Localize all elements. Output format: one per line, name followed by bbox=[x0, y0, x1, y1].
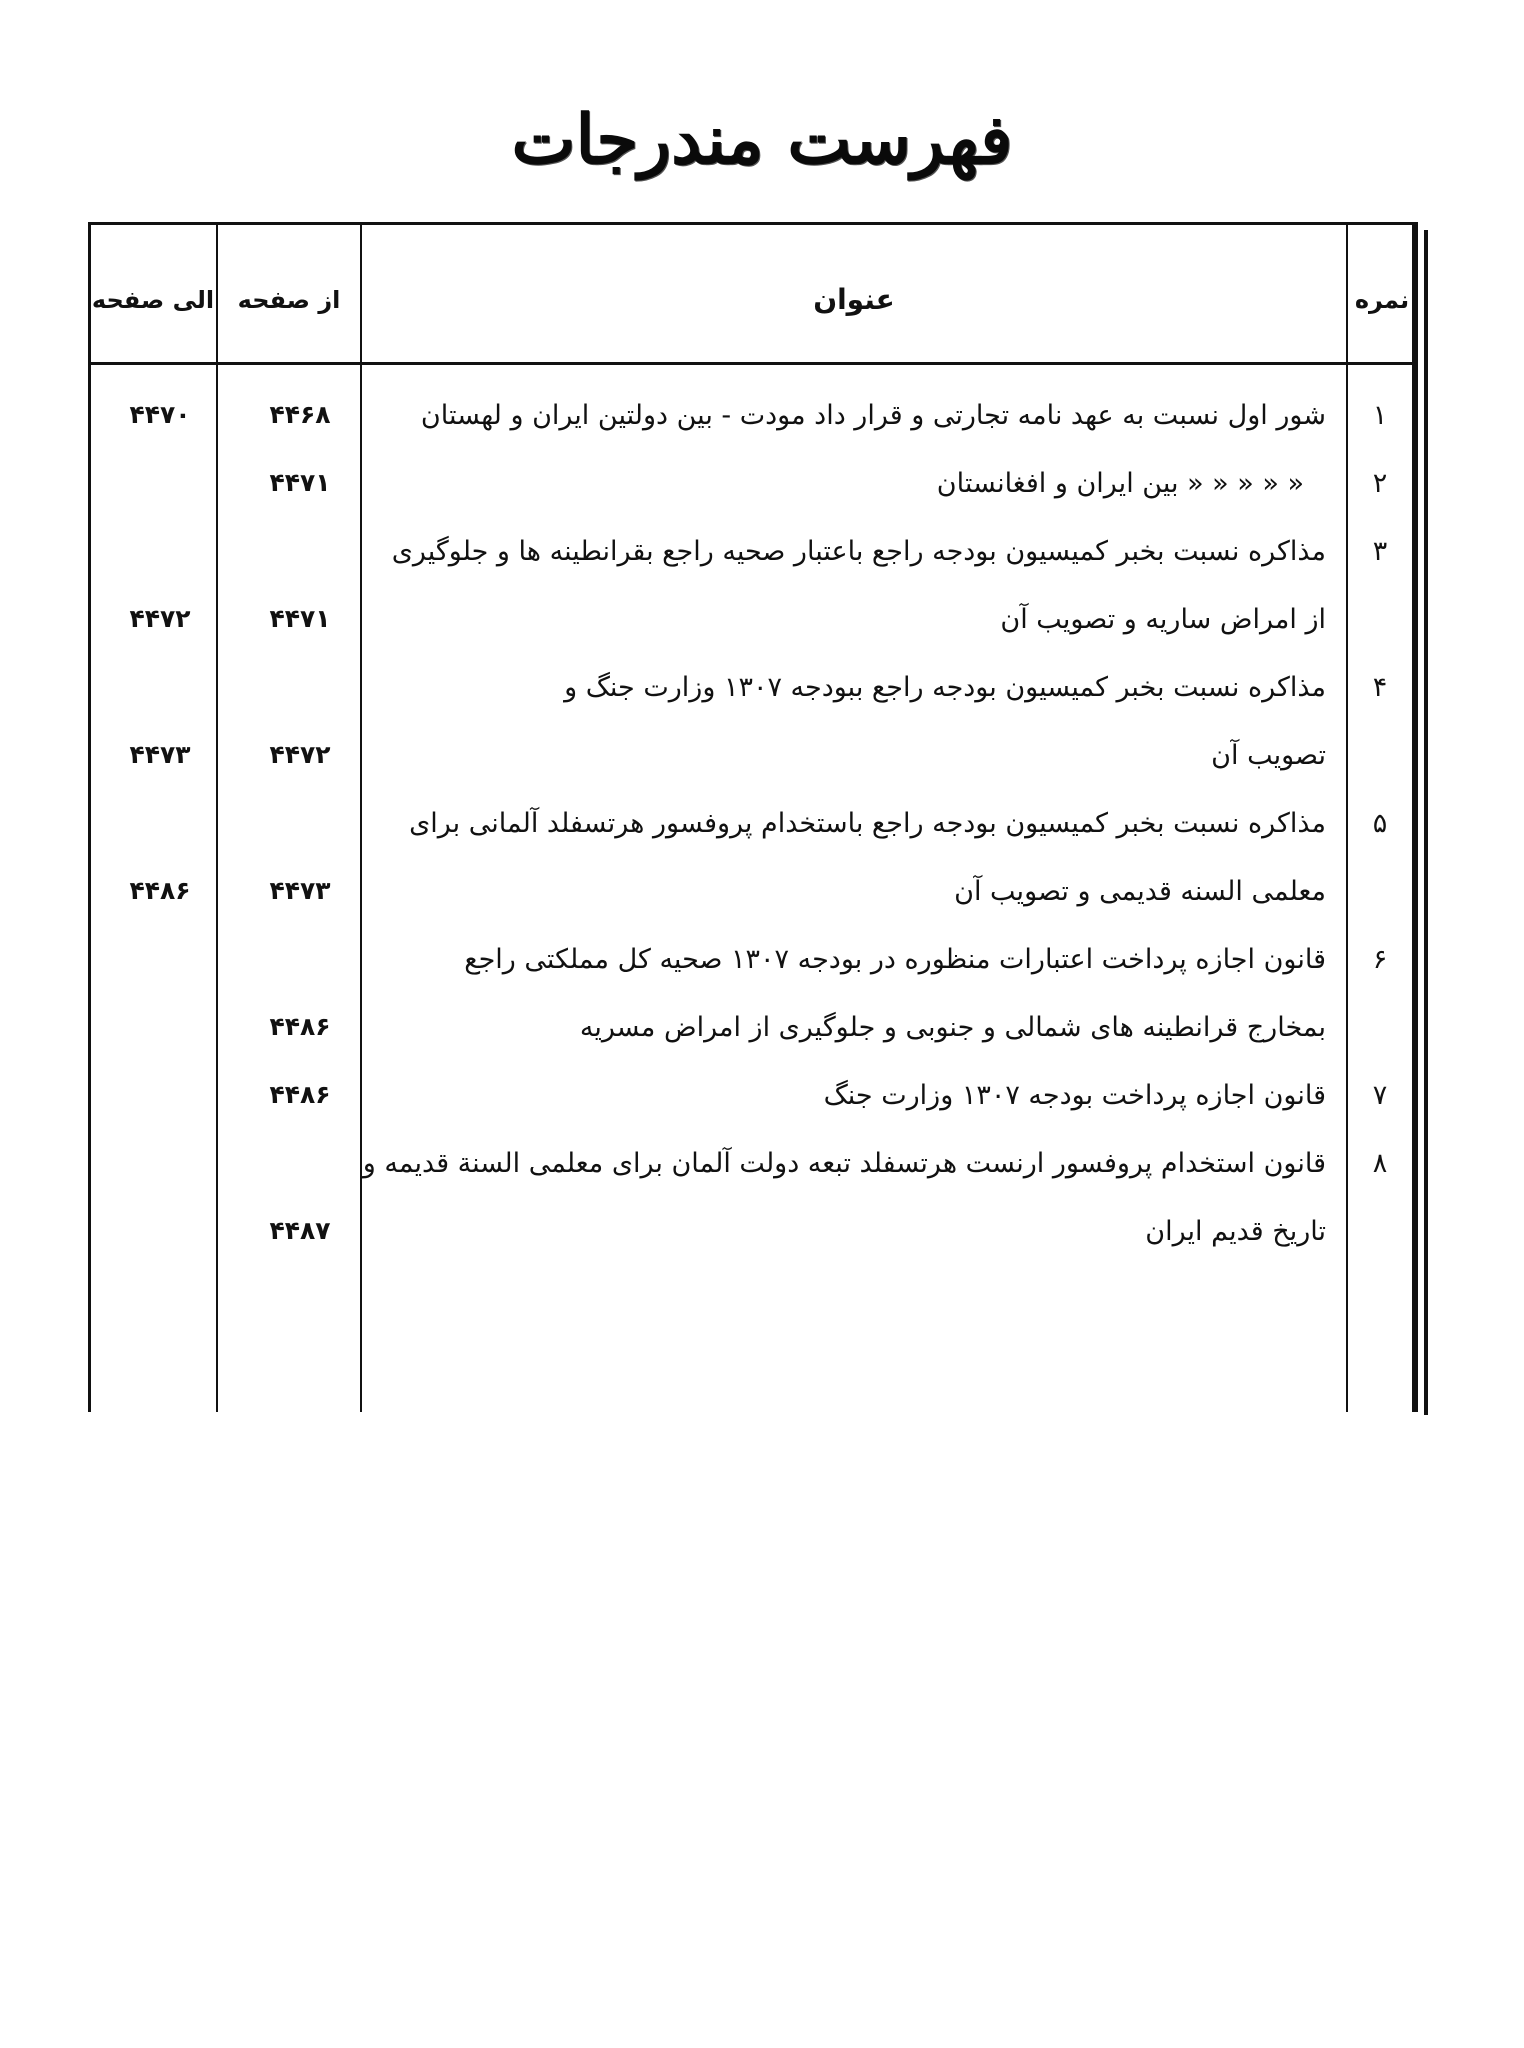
header-to-page: الی صفحه bbox=[91, 286, 215, 314]
row-title-line: تصویب آن bbox=[1211, 740, 1326, 771]
row-number: ۳ bbox=[1372, 536, 1388, 567]
from-page-value: ۴۴۸۶ bbox=[269, 1080, 331, 1109]
row-number: ۶ bbox=[1372, 944, 1388, 975]
row-number: ۴ bbox=[1372, 672, 1388, 703]
row-title-line: قانون اجازه پرداخت اعتبارات منظوره در بودجه ۱۳۰۷ صحیه کل مملکتی راجع bbox=[464, 944, 1326, 975]
from-page-value: ۴۴۸۷ bbox=[269, 1216, 331, 1245]
column-divider-title-number bbox=[1346, 222, 1348, 1412]
to-page-value: ۴۴۷۳ bbox=[129, 740, 191, 769]
row-title-line: « « « « « بین ایران و افغانستان bbox=[936, 468, 1304, 499]
row-number: ۲ bbox=[1372, 468, 1388, 499]
header-divider bbox=[88, 362, 1418, 365]
row-title-line: شور اول نسبت به عهد نامه تجارتی و قرار داد مودت - بین دولتین ایران و لهستان bbox=[420, 400, 1326, 431]
row-number: ۸ bbox=[1372, 1148, 1388, 1179]
from-page-value: ۴۴۷۱ bbox=[269, 604, 331, 633]
header-row-number: نمره bbox=[1354, 286, 1410, 314]
header-from-page: از صفحه bbox=[237, 286, 341, 314]
row-title-line: معلمی السنه قدیمی و تصویب آن bbox=[954, 876, 1326, 907]
to-page-value: ۴۴۸۶ bbox=[129, 876, 191, 905]
from-page-value: ۴۴۷۱ bbox=[269, 468, 331, 497]
from-page-value: ۴۴۷۳ bbox=[269, 876, 331, 905]
page-title: فهرست مندرجات bbox=[511, 100, 1013, 180]
row-title-line: بمخارج قرانطینه های شمالی و جنوبی و جلوگیری از امراض مسریه bbox=[579, 1012, 1326, 1043]
table-frame-outer-border bbox=[1424, 230, 1428, 1415]
row-title-line: قانون استخدام پروفسور ارنست هرتسفلد تبعه دولت آلمان برای معلمی السنة قدیمه و bbox=[362, 1148, 1326, 1179]
from-page-value: ۴۴۶۸ bbox=[269, 400, 331, 429]
column-divider-from-title bbox=[360, 222, 362, 1412]
row-title-line: مذاکره نسبت بخبر کمیسیون بودجه راجع ببودجه ۱۳۰۷ وزارت جنگ و bbox=[564, 672, 1326, 703]
from-page-value: ۴۴۸۶ bbox=[269, 1012, 331, 1041]
row-title-line: از امراض ساریه و تصویب آن bbox=[1000, 604, 1326, 635]
header-title: عنوان bbox=[813, 283, 895, 316]
row-title-line: قانون اجازه پرداخت بودجه ۱۳۰۷ وزارت جنگ bbox=[823, 1080, 1326, 1111]
row-title-line: مذاکره نسبت بخبر کمیسیون بودجه راجع باستخدام پروفسور هرتسفلد آلمانی برای bbox=[409, 808, 1326, 839]
to-page-value: ۴۴۷۲ bbox=[129, 604, 191, 633]
row-title-line: مذاکره نسبت بخبر کمیسیون بودجه راجع باعتبار صحیه راجع بقرانطینه ها و جلوگیری bbox=[391, 536, 1326, 567]
to-page-value: ۴۴۷۰ bbox=[129, 400, 191, 429]
row-number: ۵ bbox=[1372, 808, 1388, 839]
from-page-value: ۴۴۷۲ bbox=[269, 740, 331, 769]
row-number: ۱ bbox=[1372, 400, 1388, 431]
row-title-line: تاریخ قدیم ایران bbox=[1145, 1216, 1326, 1247]
row-number: ۷ bbox=[1372, 1080, 1388, 1111]
